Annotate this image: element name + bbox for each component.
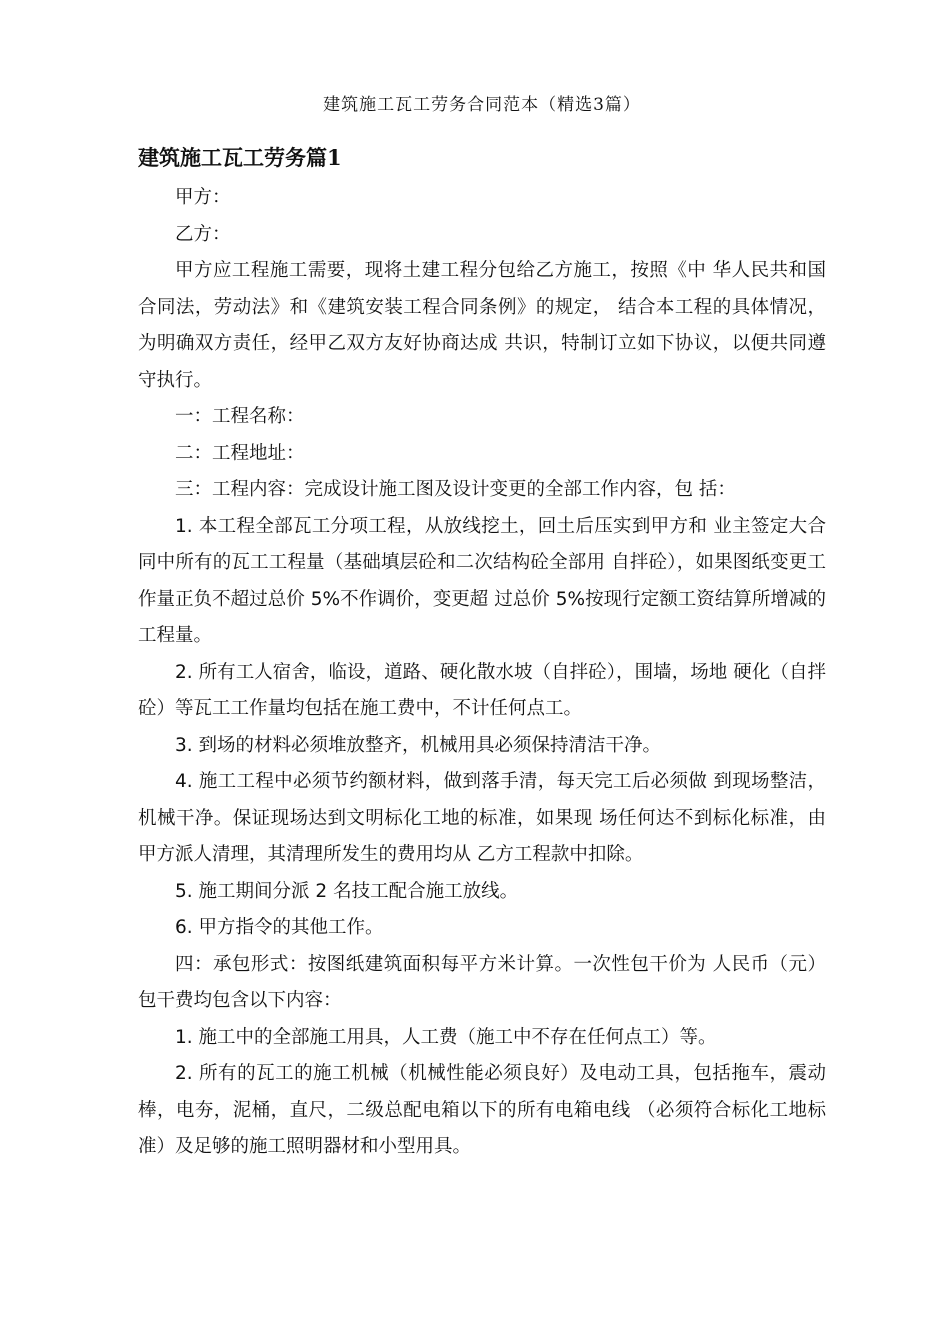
paragraph-project-address: 二：工程地址： bbox=[175, 442, 305, 464]
paragraph-project-name: 一：工程名称： bbox=[175, 406, 305, 427]
paragraph-party-b: 乙方： bbox=[175, 223, 231, 245]
paragraph-content-item-2: 2. 所有工人宿舍，临设，道路、硬化散水坡（自拌砼），围墙，场地 硬化（自拌砼）等瓦工工作量均包括在施工费中，不计任何点工。 bbox=[138, 661, 826, 719]
document-title: 建筑施工瓦工劳务合同范本（精选3篇） bbox=[323, 95, 641, 115]
paragraph-project-content: 三：工程内容：完成设计施工图及设计变更的全部工作内容，包 括： bbox=[175, 479, 736, 500]
paragraph-content-item-4: 4. 施工工程中必须节约额材料，做到落手清，每天完工后必须做 到现场整洁，机械干净。保证现场达到文明标化工地的标准，如果现 场任何达不到标化标准，由甲方派人清理，其清理所发生的费用均从 乙方工程款中扣除。 bbox=[138, 771, 826, 865]
paragraph-content-item-5: 5. 施工期间分派 2 名技工配合施工放线。 bbox=[175, 880, 519, 902]
paragraph-content-item-6: 6. 甲方指令的其他工作。 bbox=[175, 917, 384, 938]
section-heading: 建筑施工瓦工劳务篇1 bbox=[138, 145, 342, 170]
paragraph-form-item-1: 1. 施工中的全部施工用具，人工费（施工中不存在任何点工）等。 bbox=[175, 1026, 717, 1048]
paragraph-content-item-1: 1. 本工程全部瓦工分项工程，从放线挖土，回土后压实到甲方和 业主签定大合同中所有的瓦工工程量（基础填层砼和二次结构砼全部用 自拌砼），如果图纸变更工作量正负不超过总价 5%不作调价，变更超 过总价 5%按现行定额工资结算所增减的工程量。 bbox=[138, 515, 826, 646]
paragraph-content-item-3: 3. 到场的材料必须堆放整齐，机械用具必须保持清洁干净。 bbox=[175, 734, 662, 756]
paragraph-preamble: 甲方应工程施工需要，现将土建工程分包给乙方施工，按照《中 华人民共和国合同法，劳动法》和《建筑安装工程合同条例》的规定， 结合本工程的具体情况，为明确双方责任，经甲乙双方友好协商达成 共识，特制订立如下协议，以便共同遵守执行。 bbox=[138, 260, 826, 391]
paragraph-party-a: 甲方： bbox=[175, 187, 231, 208]
paragraph-contract-form: 四：承包形式：按图纸建筑面积每平方米计算。一次性包干价为 人民币（元）包干费均包含以下内容： bbox=[138, 953, 826, 1011]
paragraph-form-item-2: 2. 所有的瓦工的施工机械（机械性能必须良好）及电动工具，包括拖车，震动棒，电夯，泥桶，直尺，二级总配电箱以下的所有电箱电线 （必须符合标化工地标准）及足够的施工照明器材和小型用具。 bbox=[138, 1063, 826, 1157]
document-page bbox=[138, 92, 826, 1166]
